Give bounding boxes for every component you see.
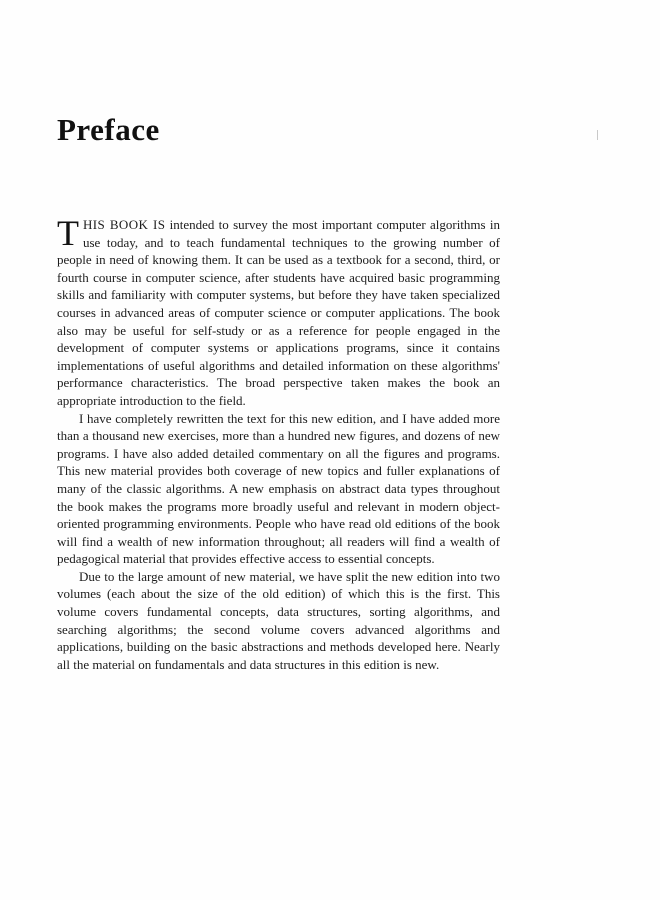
scan-artifact (597, 130, 598, 140)
paragraph-1-text: intended to survey the most important computer algorithms in use today, and to teach fundamental techniques to the growing number of people in need of knowing them. It can be used as a textbook for a second, third, or fourth course in computer science, after students have acquired basic programming skills and familiarity with computer systems, but before they have taken specialized courses in advanced areas of computer science or computer applications. The book also may be useful for self-study or as a reference for people engaged in the development of computer systems or applications programs, since it contains implementations of useful algorithms and detailed information on these algorithms' performance characteristics. The broad perspective taken makes the book an appropriate introduction to the field. (57, 217, 500, 408)
page-body (57, 213, 500, 673)
paragraph-2: I have completely rewritten the text for this new edition, and I have added more than a thousand new exercises, more than a hundred new figures, and dozens of new programs. I have also added detailed commentary on all the figures and programs. This new material provides both coverage of new topics and fuller explanations of many of the classic algorithms. A new emphasis on abstract data types throughout the book makes the programs more broadly useful and relevant in modern object-oriented programming environments. People who have read old editions of the book will find a wealth of new information throughout; all readers will find a wealth of pedagogical material that provides effective access to essential concepts. (57, 410, 500, 567)
lead-caps-text: HIS BOOK IS (83, 217, 166, 232)
paragraph-3: Due to the large amount of new material, we have split the new edition into two volumes (each about the size of the old edition) of which this is the first. This volume covers fundamental concepts, data structures, sorting algorithms, and searching algorithms; the second volume covers advanced algorithms and applications, building on the basic abstractions and methods developed here. Nearly all the material on fundamentals and data structures in this edition is new. (57, 568, 500, 672)
paragraph-1 (57, 213, 500, 410)
dropcap-letter: T (57, 213, 79, 253)
page-title: Preface (57, 112, 160, 147)
